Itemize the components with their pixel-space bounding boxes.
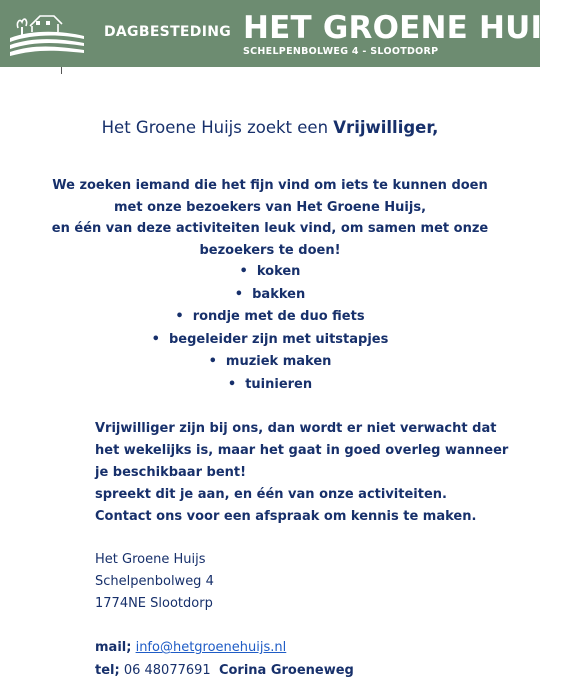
- address-block: [95, 549, 214, 615]
- page-title: [0, 118, 540, 137]
- paragraph-line: het wekelijks is, maar het gaat in goed overleg wanneer: [95, 443, 509, 458]
- intro-text: [40, 175, 500, 261]
- list-item: • bakken: [0, 284, 540, 307]
- paragraph-line: je beschikbaar bent!: [95, 465, 247, 480]
- list-item: • koken: [0, 261, 540, 284]
- mail-label: mail;: [95, 640, 132, 655]
- farmhouse-fields-logo-icon: [10, 8, 84, 60]
- phone-number: 06 48077691: [123, 663, 211, 678]
- intro-line: bezoekers te doen!: [199, 242, 341, 258]
- brand-address: SCHELPENBOLWEG 4 - SLOOTDORP: [243, 46, 439, 57]
- brand-title: HET GROENE HUIJS: [243, 10, 577, 46]
- divider-mark: [61, 67, 62, 74]
- title-emphasis: Vrijwilliger,: [333, 118, 439, 137]
- paragraph-line: spreekt dit je aan, en één van onze activiteiten.: [95, 487, 447, 502]
- intro-line: met onze bezoekers van Het Groene Huijs,: [113, 199, 427, 215]
- address-city: 1774NE Slootdorp: [95, 596, 213, 611]
- intro-line: We zoeken iemand die het fijn vind om iets te kunnen doen: [52, 178, 488, 193]
- list-item: • rondje met de duo fiets: [0, 306, 540, 329]
- title-prefix: Het Groene Huijs zoekt een: [101, 118, 334, 137]
- mail-line: [95, 636, 354, 659]
- phone-line: [95, 659, 354, 682]
- contact-person: Corina Groeneweg: [218, 663, 354, 678]
- activities-list: [0, 261, 540, 397]
- list-item: • begeleider zijn met uitstapjes: [0, 329, 540, 352]
- paragraph-line: Contact ons voor een afspraak om kennis te maken.: [95, 509, 477, 524]
- header-banner: [0, 0, 577, 67]
- address-name: Het Groene Huijs: [95, 552, 206, 567]
- list-item: • muziek maken: [0, 351, 540, 374]
- address-street: Schelpenbolweg 4: [95, 574, 214, 589]
- list-item: • tuinieren: [0, 374, 540, 397]
- email-link[interactable]: info@hetgroenehuijs.nl: [135, 640, 287, 655]
- tel-label: tel;: [95, 663, 120, 678]
- intro-line: en één van deze activiteiten leuk vind, om samen met onze: [51, 221, 489, 236]
- contact-block: [95, 636, 354, 682]
- brand-label: DAGBESTEDING: [104, 24, 232, 40]
- info-paragraph: [95, 418, 515, 528]
- paragraph-line: Vrijwilliger zijn bij ons, dan wordt er niet verwacht dat: [95, 421, 497, 436]
